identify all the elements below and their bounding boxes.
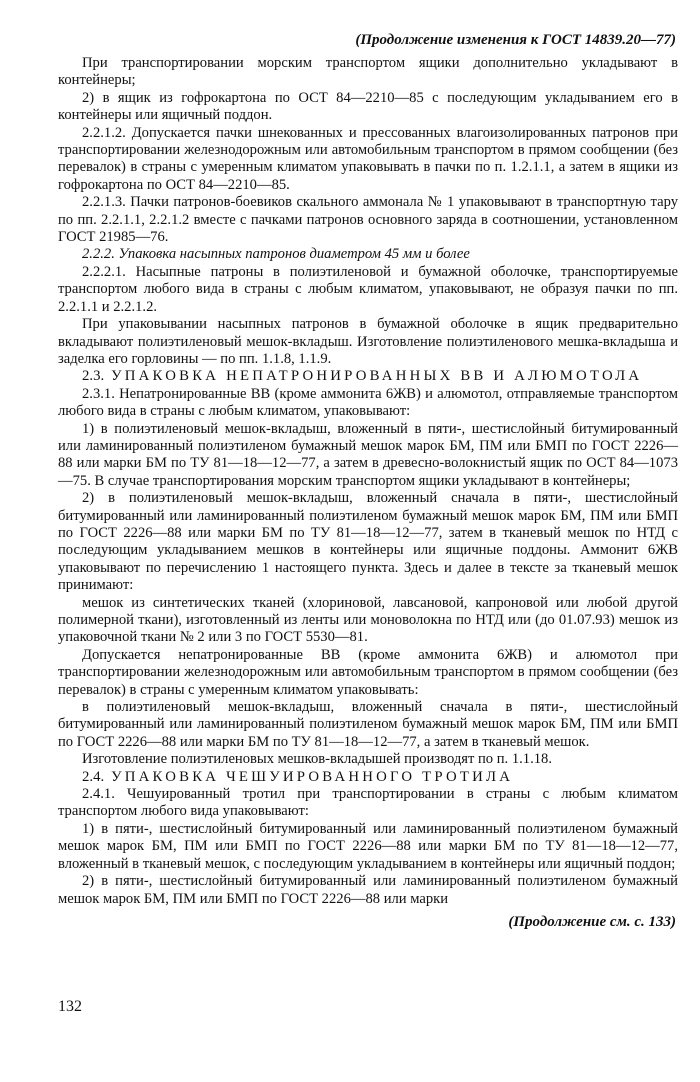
page-number: 132 [58,998,82,1015]
paragraph: Допускается непатронированные ВВ (кроме аммонита 6ЖВ) и алюмотол при транспортировании железнодорожным или автомобильным транспортом в прямом сообщении (без перевалок) в страны с умеренным климатом упаковывать: [58,646,678,698]
paragraph: в полиэтиленовый мешок-вкладыш, вложенный сначала в пяти-, шестислойный битумированный или ламинированный полиэтиленом бумажный мешок марок БМ, ПМ или БМП по ГОСТ 2226—88 или марки БМ по ТУ 81—18—12—77, а затем в тканевый мешок. [58,699,678,750]
paragraph: При упаковывании насыпных патронов в бумажной оболочке в ящик предварительно вкладывают полиэтиленовый мешок-вкладыш. Изготовление полиэтиленового мешка-вкладыша и заделка его горловины — по пп. 1.1.8, 1.1.9. [58,316,678,367]
paragraph: При транспортировании морским транспортом ящики дополнительно укладывают в контейнеры; [58,55,678,89]
paragraph: Изготовление полиэтиленовых мешков-вкладышей производят по п. 1.1.18. [82,751,552,768]
continuation-note: (Продолжение см. с. 133) [508,913,676,930]
paragraph: 1) в пяти-, шестислойный битумированный или ламинированный полиэтиленом бумажный мешок марок БМ, ПМ или БМП по ГОСТ 2226—88 или марки БМ по ТУ 81—18—12—77, вложенный в тканевый мешок, с последующим укладыванием в контейнеры или ящичный поддон; [58,820,678,872]
paragraph: 2) в пяти-, шестислойный битумированный или ламинированный полиэтиленом бумажный мешок марок БМ, ПМ или БМП по ГОСТ 2226—88 или марки [58,873,678,907]
section-heading [58,769,678,786]
paragraph: 2.4.1. Чешуированный тротил при транспортировании в страны с любым климатом транспортом любого вида упаковывают: [58,786,678,820]
section-title: УПАКОВКА НЕПАТРОНИРОВАННЫХ ВВ И АЛЮМОТОЛА [111,368,643,385]
section-number: 2.4. [82,768,105,785]
paragraph: 2) в ящик из гофрокартона по ОСТ 84—2210—85 с последующим укладыванием его в контейнеры или ящичный поддон. [58,89,678,124]
running-header: (Продолжение изменения к ГОСТ 14839.20—77) [355,32,676,48]
document-body [58,55,678,908]
paragraph: 2) в полиэтиленовый мешок-вкладыш, вложенный сначала в пяти-, шестислойный битумированный или ламинированный полиэтиленом бумажный мешок марок БМ, ПМ или БМП по ГОСТ 2226—88 или марки БМ по ТУ 81—18—12—77, затем в тканевый мешок по НТД с последующим укладыванием мешков в контейнеры или ящичные поддоны. Аммонит 6ЖВ упаковывают по перечислению 1 настоящего пункта. Здесь и далее в тексте за тканевый мешок принимают: [58,490,678,594]
paragraph: мешок из синтетических тканей (хлориновой, лавсановой, капроновой или любой другой полимерной ткани), изготовленный из ленты или моноволокна по НТД или (до 01.07.93) мешок из упаковочной ткани № 2 или 3 по ГОСТ 5530—81. [58,594,678,646]
paragraph: 2.2.1.2. Допускается пачки шнекованных и прессованных влагоизолированных патронов при транспортировании железнодорожным или автомобильным транспортом в прямом сообщении (без перевалок) в страны с умеренным климатом упаковывать в пачки по п. 1.2.1.1, а затем в ящики из гофрокартона по ОСТ 84—2210—85. [58,124,678,193]
section-number: 2.3. [82,368,105,385]
subsection-heading: 2.2.2. Упаковка насыпных патронов диаметром 45 мм и более [82,246,470,263]
section-heading [58,368,678,385]
paragraph: 1) в полиэтиленовый мешок-вкладыш, вложенный в пяти-, шестислойный битумированный или ламинированный полиэтиленом бумажный мешок марок БМ, ПМ или БМП по ГОСТ 2226—88 или марки БМ по ТУ 81—18—12—77, а затем в древесно-волокнистый ящик по ОСТ 84—1073—75. В случае транспортирования морским транспортом ящики укладывают в контейнеры; [58,420,678,489]
paragraph: 2.3.1. Непатронированные ВВ (кроме аммонита 6ЖВ) и алюмотол, отправляемые транспортом любого вида в страны с любым климатом, упаковывают: [58,385,678,420]
paragraph: 2.2.2.1. Насыпные патроны в полиэтиленовой и бумажной оболочке, транспортируемые транспортом любого вида в страны с любым климатом, упаковывают, не образуя пачки по пп. 2.2.1.1 и 2.2.1.2. [58,263,678,315]
paragraph: 2.2.1.3. Пачки патронов-боевиков скального аммонала № 1 упаковывают в транспортную тару по пп. 2.2.1.1, 2.2.1.2 вместе с пачками патронов основного заряда в соотношении, установленном ГОСТ 21985—76. [58,194,678,246]
section-title: УПАКОВКА ЧЕШУИРОВАННОГО ТРОТИЛА [111,768,514,785]
